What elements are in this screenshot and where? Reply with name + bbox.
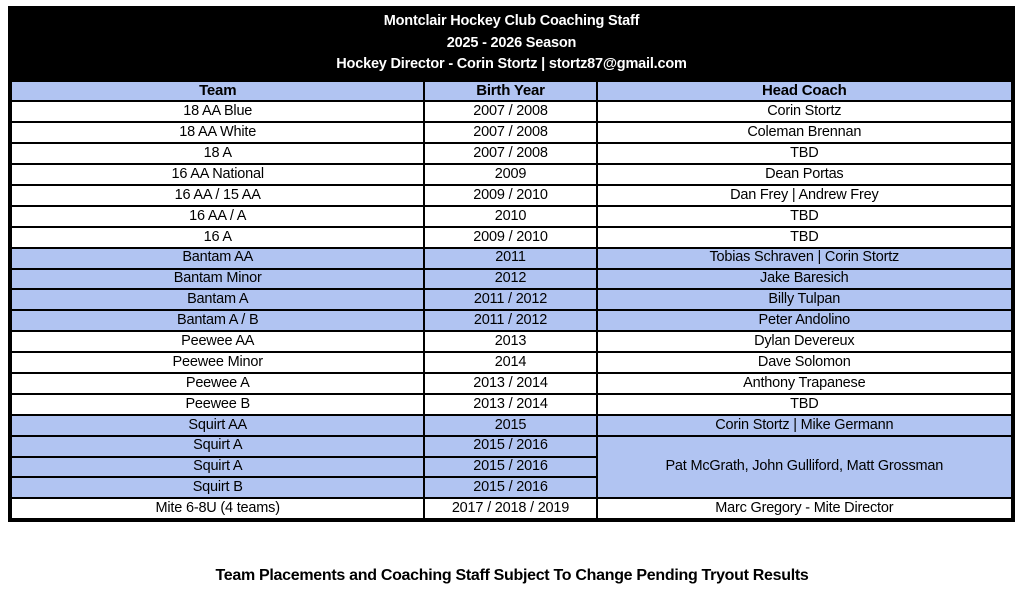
team-cell: 18 A (11, 143, 424, 164)
coach-cell: Tobias Schraven | Corin Stortz (597, 248, 1012, 269)
team-cell: Bantam AA (11, 248, 424, 269)
team-cell: 18 AA Blue (11, 101, 424, 122)
coach-cell: Jake Baresich (597, 269, 1012, 290)
coach-cell: Billy Tulpan (597, 289, 1012, 310)
title-line-director: Hockey Director - Corin Stortz | stortz87@gmail.com (336, 56, 687, 72)
birth-year-cell: 2011 / 2012 (424, 310, 596, 331)
table-row (11, 122, 1012, 143)
title-line-club: Montclair Hockey Club Coaching Staff (383, 13, 640, 29)
birth-year-cell: 2017 / 2018 / 2019 (424, 498, 596, 519)
table-row (11, 143, 1012, 164)
team-cell: Peewee B (11, 394, 424, 415)
coach-cell: Dean Portas (597, 164, 1012, 185)
table-row (11, 164, 1012, 185)
coach-cell: TBD (597, 206, 1012, 227)
coach-cell: Peter Andolino (597, 310, 1012, 331)
coach-cell: TBD (597, 143, 1012, 164)
table-row (11, 206, 1012, 227)
birth-year-cell: 2015 (424, 415, 596, 436)
team-cell: 18 AA White (11, 122, 424, 143)
table-row (11, 289, 1012, 310)
coaching-staff-table (10, 80, 1013, 521)
team-cell: Peewee AA (11, 331, 424, 352)
coach-cell: TBD (597, 394, 1012, 415)
birth-year-cell: 2011 (424, 248, 596, 269)
header-row (11, 81, 1012, 102)
team-cell: Bantam A (11, 289, 424, 310)
team-cell: Bantam Minor (11, 269, 424, 290)
table-row (11, 331, 1012, 352)
team-cell: 16 AA / 15 AA (11, 185, 424, 206)
coach-cell: Marc Gregory - Mite Director (597, 498, 1012, 519)
birth-year-cell: 2013 / 2014 (424, 394, 596, 415)
birth-year-cell: 2007 / 2008 (424, 101, 596, 122)
table-row (11, 436, 1012, 457)
birth-year-cell: 2007 / 2008 (424, 143, 596, 164)
coach-cell: Corin Stortz | Mike Germann (597, 415, 1012, 436)
birth-year-cell: 2015 / 2016 (424, 457, 596, 478)
birth-year-cell: 2010 (424, 206, 596, 227)
table-row (11, 352, 1012, 373)
table-row (11, 498, 1012, 519)
coach-cell: Dave Solomon (597, 352, 1012, 373)
birth-year-cell: 2012 (424, 269, 596, 290)
coach-cell: Dan Frey | Andrew Frey (597, 185, 1012, 206)
title-block (10, 8, 1013, 80)
coach-cell-merged: Pat McGrath, John Gulliford, Matt Grossman (597, 436, 1012, 499)
birth-year-cell: 2013 (424, 331, 596, 352)
team-cell: Squirt A (11, 457, 424, 478)
coach-cell: Anthony Trapanese (597, 373, 1012, 394)
coach-cell: Dylan Devereux (597, 331, 1012, 352)
birth-year-cell: 2007 / 2008 (424, 122, 596, 143)
table-row (11, 101, 1012, 122)
table-row (11, 373, 1012, 394)
team-cell: 16 AA / A (11, 206, 424, 227)
table-row (11, 415, 1012, 436)
table-row (11, 185, 1012, 206)
team-cell: 16 AA National (11, 164, 424, 185)
coach-cell: Corin Stortz (597, 101, 1012, 122)
coach-cell: Coleman Brennan (597, 122, 1012, 143)
column-header-head-coach: Head Coach (597, 81, 1012, 102)
birth-year-cell: 2009 / 2010 (424, 185, 596, 206)
footer-note: Team Placements and Coaching Staff Subject To Change Pending Tryout Results (215, 567, 809, 584)
table-row (11, 394, 1012, 415)
team-cell: 16 A (11, 227, 424, 248)
column-header-birth-year: Birth Year (424, 81, 596, 102)
birth-year-cell: 2009 (424, 164, 596, 185)
birth-year-cell: 2013 / 2014 (424, 373, 596, 394)
team-cell: Squirt B (11, 477, 424, 498)
birth-year-cell: 2015 / 2016 (424, 436, 596, 457)
table-row (11, 269, 1012, 290)
team-cell: Mite 6-8U (4 teams) (11, 498, 424, 519)
table-row (11, 248, 1012, 269)
table-row (11, 227, 1012, 248)
team-cell: Peewee Minor (11, 352, 424, 373)
coaching-staff-sheet (8, 6, 1015, 522)
team-cell: Squirt A (11, 436, 424, 457)
birth-year-cell: 2015 / 2016 (424, 477, 596, 498)
birth-year-cell: 2014 (424, 352, 596, 373)
coach-cell: TBD (597, 227, 1012, 248)
team-cell: Squirt AA (11, 415, 424, 436)
column-header-team: Team (11, 81, 424, 102)
table-row (11, 310, 1012, 331)
birth-year-cell: 2011 / 2012 (424, 289, 596, 310)
birth-year-cell: 2009 / 2010 (424, 227, 596, 248)
team-cell: Peewee A (11, 373, 424, 394)
team-cell: Bantam A / B (11, 310, 424, 331)
title-line-season: 2025 - 2026 Season (446, 34, 577, 51)
